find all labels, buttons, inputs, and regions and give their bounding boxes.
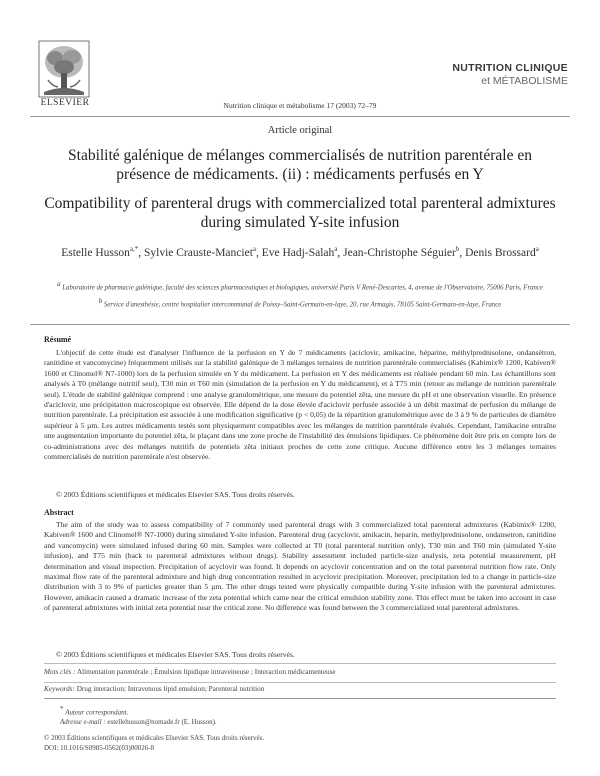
affiliation: $^a$ Laboratoire de pharmacie galénique, faculté des sciences pharmaceutiques et biologiques, université Paris V René-Descartes, 4, avenue de l'Observatoire, 75006 Paris, France (57, 280, 543, 292)
author: Denis Brossard$^a$ (465, 245, 539, 259)
journal-name-line2: et MÉTABOLISME (481, 75, 568, 87)
mots-cles-text: Alimentation parentérale ; Émulsion lipidique intraveineuse ; Interaction médicamenteuse (76, 668, 336, 676)
abstract-text: The aim of the study was to assess compatibility of 7 commonly used parenteral drugs with 3 commercialized total parenteral admixtures (Kabimix® 1200, Kabiven® 1600 and Clinomel® N7-1000) during simulated Y-site infusion. Parenteral drug (acyclovir, amikacin, heparin, methylprednisolone, ondansetron, ranitidine and vancomycin) were simulated infused during 60 min. Samples were collected at T0 (total parenteral nutrition only), T30 min and T60 min (simulated Y-site infusion), and T75 min (back to parenteral admixtures without drugs). Stability assessment included particle-size analysis, zeta potential measurement, pH determination and visual inspection. Precipitation of acyclovir was found. It depends on acyclovir concentration and on the total parenteral nutrition flow rate. Only maximal flow rate of the parenteral admixture and high drug concentration resulted in acyclovir precipitation. Moreover, precipitation led to a change in particle-size distribution with 3 to 9% of particles greater than 5 µm. The other drugs tested were physically compatible during Y-site infusion with the parenteral admixtures. However, amikacin caused a dramatic increase of the zeta potential which came near the critical emulsion stability zone. This effect must be taken into account in case of parenteral admixtures with initial zeta potential near the critical zone. No difference was found between the 3 commercialized total parenteral admixtures. (44, 520, 556, 613)
keywords-text: Drug interaction; Intravenous lipid emulsion; Parenteral nutrition (76, 685, 265, 693)
author: Estelle Husson$^{a,*}$ (61, 245, 139, 259)
email-link[interactable]: estellehusson@nomade.fr (E. Husson). (107, 718, 217, 727)
resume-copyright: © 2003 Éditions scientifiques et médicales Elsevier SAS. Tous droits réservés. (56, 490, 295, 499)
page-footer (44, 733, 264, 753)
section-divider (30, 324, 570, 325)
footnotes (60, 704, 217, 727)
abstract-copyright: © 2003 Éditions scientifiques et médicales Elsevier SAS. Tous droits réservés. (56, 650, 295, 659)
doi[interactable]: DOI: 10.1016/S0985-0562(03)00026-8 (44, 744, 155, 752)
resume-heading: Résumé (44, 335, 72, 344)
affiliations (40, 279, 560, 314)
footer-copyright: © 2003 Éditions scientifiques et médicales Elsevier SAS. Tous droits réservés. (44, 734, 265, 742)
keywords-divider (44, 663, 556, 664)
keywords (44, 685, 264, 693)
corresponding-author-note: * Auteur correspondant. (60, 705, 129, 717)
journal-name-line1: NUTRITION CLINIQUE (452, 62, 568, 74)
keywords-divider (44, 682, 556, 683)
elsevier-tree-logo (38, 40, 90, 98)
journal-brand (452, 62, 568, 87)
affiliation: $^b$ Service d'anesthésie, centre hospitalier intercommunal de Poissy–Saint-Germain-en-laye, 20, rue Armagis, 78105 Saint-Germain-en-laye, France (98, 297, 502, 309)
title-french: Stabilité galénique de mélanges commercialisés de nutrition parentérale en présence de médicaments. (ii) : médicaments perfusés en Y (68, 147, 532, 183)
footnote-divider (44, 698, 556, 699)
resume-text: L'objectif de cette étude est d'analyser l'influence de la perfusion en Y de 7 médicaments (aciclovir, amikacine, héparine, méthylprednisolone, ondansétron, ranitidine et vancomycine) fréquemment utilisés sur la stabilité galénique de 3 mélanges ternaires de nutrition parentérale commercialisés (Kabimix® 1200, Kabiven® 1600 et Clinomel® N7-1000) lors de la perfusion simulée en Y du médicament. La perfusion en Y des médicaments est réalisée pendant 60 min. Les échantillons sont analysés à T0 (mélange nutritif seul), T30 min et T60 min (simulation de la perfusion en Y du médicament), et à T75 min (retour au mélange de nutrition parentérale seul). L'étude de stabilité galénique comprend : une analyse granulométrique, une mesure du potentiel zêta, une mesure du pH et une observation visuelle. En présence d'aciclovir, une précipitation macroscopique est observée. Elle dépend de la dose élevée d'aciclovir perfusée associée à un débit maximal de perfusion du mélange de nutrition parentérale. La précipitation est associée à une modification significative (p < 0,05) de la répartition granulométrique avec de 3 à 9 % de particules de diamètre supérieur à 5 µm. Les autres médicaments testés sont physiquement compatibles avec les mélanges de nutrition parentérale évalués. Cependant, l'amikacine entraîne une augmentation importante du potentiel zêta, le plaçant dans une zone proche de l'instabilité des émulsions lipidiques. Ce phénomène doit être pris en compte lors de co-administrations avec des mélanges nutritifs de potentiels zêta initiaux proches de cette zone critique. Aucune différence entre les 3 mélanges ternaires commercialisés de nutrition parentérale n'est observée. (44, 348, 556, 462)
email-note: Adresse e-mail : estellehusson@nomade.fr (E. Husson). (60, 718, 217, 727)
author-list: Estelle Husson$^{a,*}$, Sylvie Crauste-Manciet$^a$, Eve Hadj-Salah$^a$, Jean-Christophe Séguier$^b$, Denis Brossard$^a$ (61, 245, 539, 259)
author: Eve Hadj-Salah$^a$ (261, 245, 338, 259)
abstract-heading: Abstract (44, 508, 74, 517)
header-divider (30, 116, 570, 117)
author: Sylvie Crauste-Manciet$^a$ (143, 245, 256, 259)
keywords-label: Keywords: (44, 685, 75, 693)
author: Jean-Christophe Séguier$^b$ (343, 245, 460, 259)
article-type: Article original (267, 125, 333, 136)
mots-cles-label: Mots clés : (44, 668, 76, 676)
journal-citation: Nutrition clinique et métabolisme 17 (2003) 72–79 (223, 101, 377, 110)
publisher-name: ELSEVIER (40, 98, 90, 108)
mots-cles (44, 668, 336, 676)
title-english: Compatibility of parenteral drugs with commercialized total parenteral admixtures during simulated Y-site infusion (44, 195, 556, 231)
